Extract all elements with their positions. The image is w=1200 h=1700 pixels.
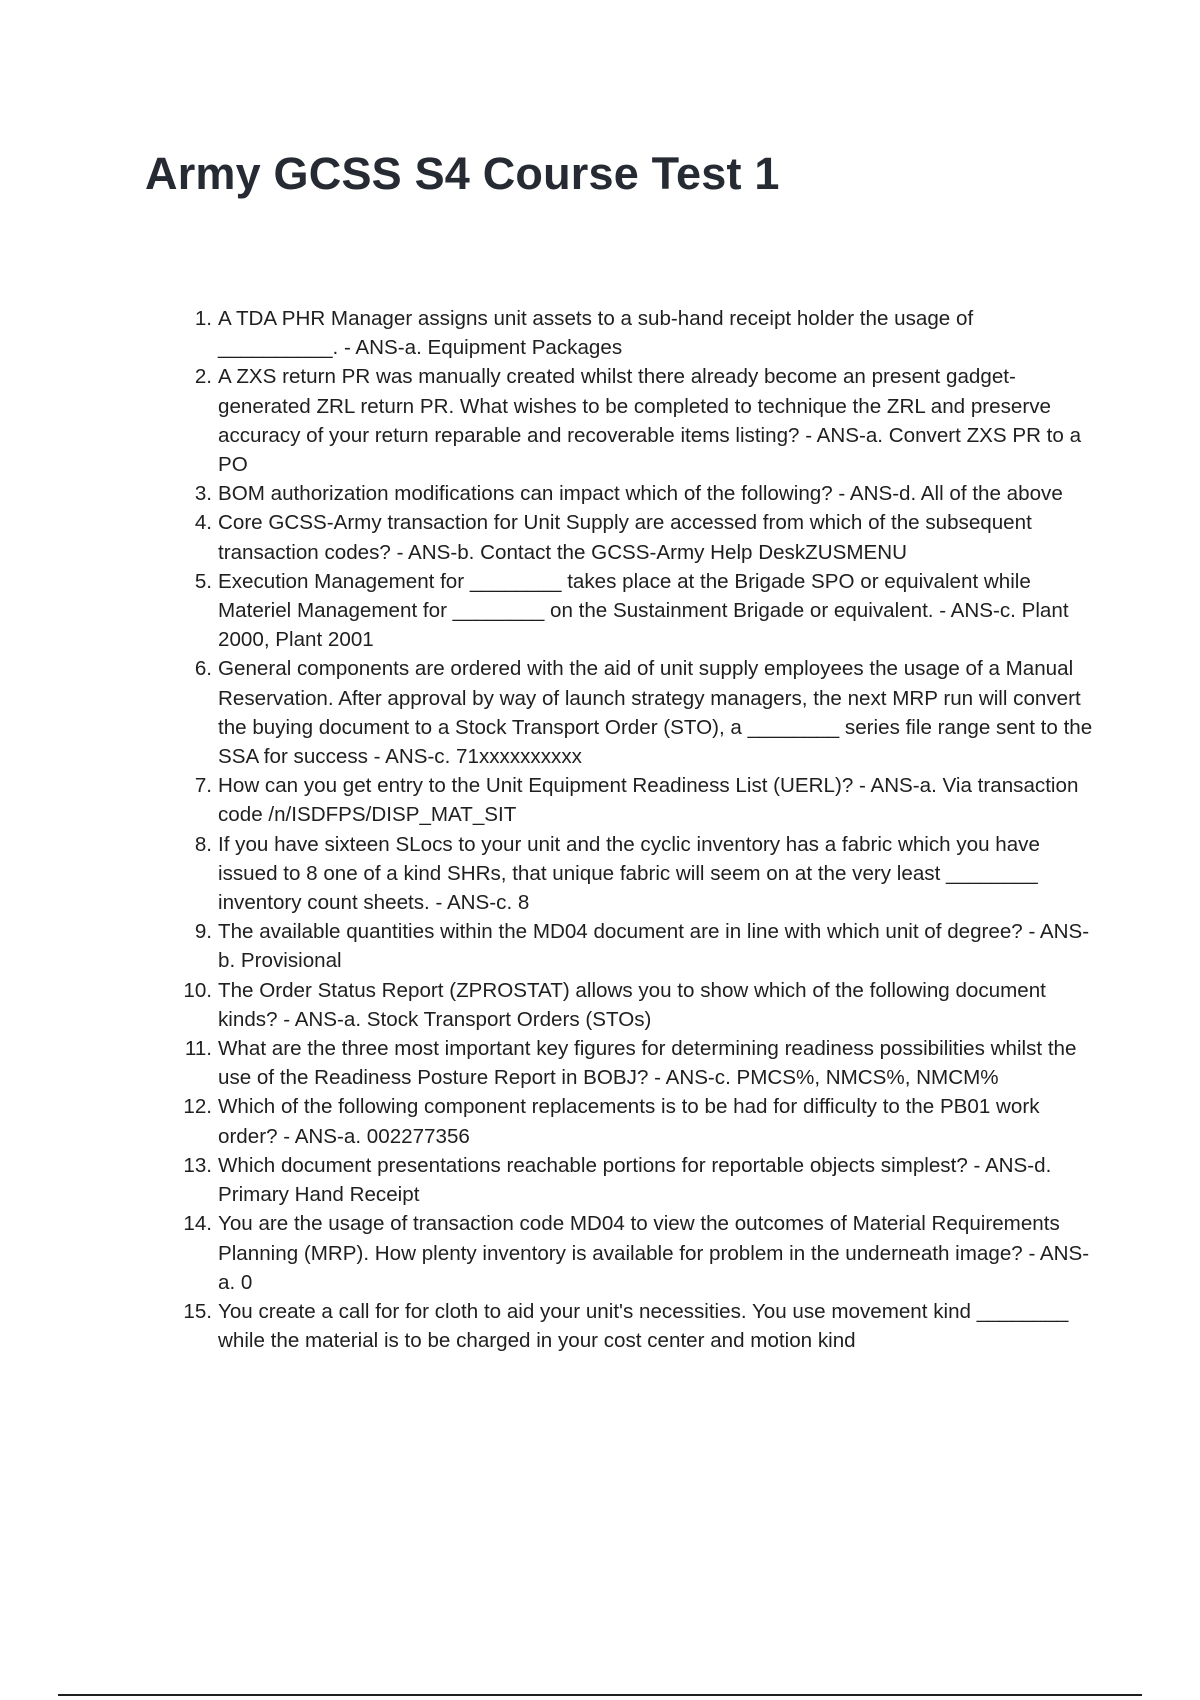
question-number: 1. [194, 307, 212, 330]
question-number: 7. [194, 774, 212, 798]
question-number: 14. [183, 1212, 212, 1236]
question-text: Core GCSS-Army transaction for Unit Supply are accessed from which of the subsequent transaction codes? - ANS-b. Contact the GCSS-Army Help DeskZUSMENU [218, 511, 1032, 564]
question-text: Which of the following component replacements is to be had for difficulty to the PB01 work order? - ANS-a. 002277356 [218, 1095, 1040, 1148]
question-item-10 [183, 976, 1098, 1034]
question-text: Which document presentations reachable portions for reportable objects simplest? - ANS-d. Primary Hand Receipt [218, 1153, 1052, 1207]
question-number: 8. [194, 832, 212, 856]
question-text: General components are ordered with the aid of unit supply employees the usage of a Manual Reservation. After approval by way of launch strategy managers, the next MRP run will convert the buying document to a Stock Transport Order (STO), a ________ series file range sent to the SSA for success - ANS-c. 71xxxxxxxxxx [218, 657, 1093, 769]
question-list [183, 304, 1098, 1355]
question-item-9 [194, 917, 1098, 975]
question-item-13 [183, 1151, 1098, 1209]
question-text: How can you get entry to the Unit Equipment Readiness List (UERL)? - ANS-a. Via transaction code /n/ISDFPS/DISP_MAT_SIT [218, 774, 1079, 827]
page-title: Army GCSS S4 Course Test 1 [145, 148, 780, 199]
question-text: You are the usage of transaction code MD04 to view the outcomes of Material Requirements Planning (MRP). How plenty inventory is available for problem in the underneath image? - ANS-a. 0 [218, 1212, 1090, 1294]
footer-divider [58, 1694, 1142, 1696]
question-item-2 [194, 362, 1098, 479]
question-text: What are the three most important key figures for determining readiness possibilities whilst the use of the Readiness Posture Report in BOBJ? - ANS-c. PMCS%, NMCS%, NMCM% [218, 1037, 1077, 1090]
question-item-6 [194, 654, 1098, 771]
question-number: 9. [194, 920, 212, 944]
question-item-14 [183, 1209, 1098, 1297]
question-item-8 [194, 830, 1098, 918]
question-text: A TDA PHR Manager assigns unit assets to a sub-hand receipt holder the usage of __________. - ANS-a. Equipment Packages [218, 307, 974, 360]
question-text: Execution Management for ________ takes place at the Brigade SPO or equivalent while Materiel Management for ________ on the Sustainment Brigade or equivalent. - ANS-c. Plant 2000, Plant 2001 [218, 569, 1069, 652]
question-number: 11. [184, 1037, 212, 1061]
question-item-7 [194, 771, 1098, 829]
question-number: 6. [194, 657, 212, 681]
question-number: 5. [194, 569, 212, 593]
question-item-5 [194, 567, 1098, 655]
question-number: 10. [183, 978, 212, 1002]
question-text: You create a call for for cloth to aid your unit's necessities. You use movement kind ________ while the material is to be charged in your cost center and motion kind [218, 1299, 1069, 1353]
question-item-11 [184, 1034, 1098, 1092]
question-number: 3. [194, 482, 212, 506]
question-item-15 [183, 1297, 1098, 1355]
question-text: If you have sixteen SLocs to your unit and the cyclic inventory has a fabric which you have issued to 8 one of a kind SHRs, that unique fabric will seem on at the very least ________ inventory count sheets. - ANS-c. 8 [218, 832, 1040, 915]
question-number: 2. [194, 365, 212, 389]
question-text: BOM authorization modifications can impact which of the following? - ANS-d. All of the above [218, 482, 1063, 506]
question-item-3 [194, 479, 1098, 508]
question-item-4 [194, 508, 1098, 566]
question-number: 13. [183, 1153, 212, 1177]
question-text: A ZXS return PR was manually created whilst there already become an present gadget-generated ZRL return PR. What wishes to be completed to technique the ZRL and preserve accuracy of your return reparable and recoverable items listing? - ANS-a. Convert ZXS PR to a PO [218, 365, 1082, 477]
question-text: The available quantities within the MD04 document are in line with which unit of degree? - ANS-b. Provisional [218, 920, 1090, 973]
question-number: 15. [183, 1299, 212, 1323]
question-text: The Order Status Report (ZPROSTAT) allows you to show which of the following document kinds? - ANS-a. Stock Transport Orders (STOs) [218, 978, 1046, 1031]
question-number: 4. [194, 511, 212, 535]
question-number: 12. [183, 1095, 212, 1119]
question-item-1 [194, 304, 1098, 362]
question-item-12 [183, 1092, 1098, 1150]
